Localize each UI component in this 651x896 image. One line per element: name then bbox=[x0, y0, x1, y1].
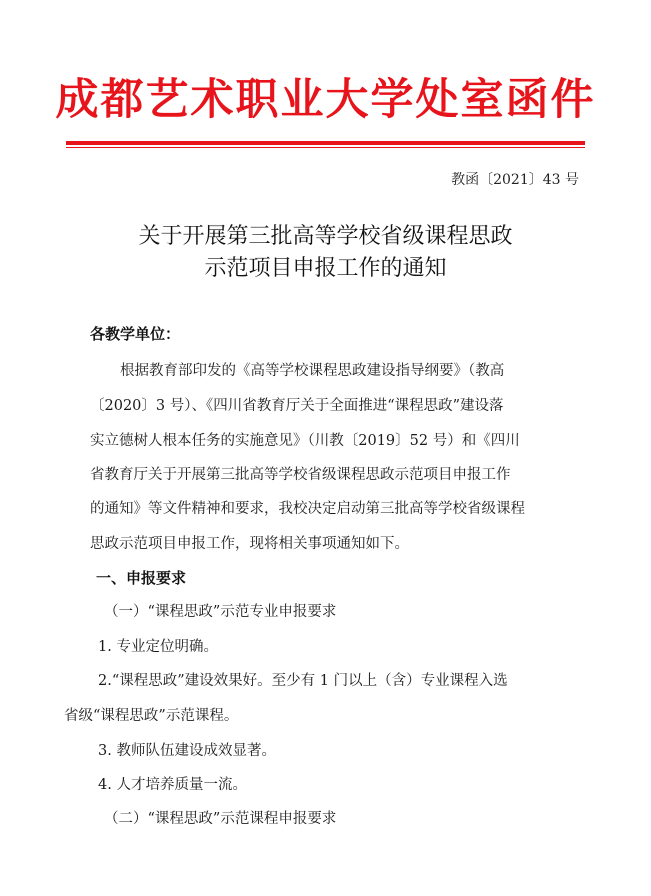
requirement-item-4: 4. 人才培养质量一流。 bbox=[98, 777, 247, 793]
body-line-5: 的通知》等文件精神和要求，我校决定启动第三批高等学校省级课程 bbox=[90, 501, 525, 517]
masthead-title: 成都艺术职业大学处室函件 bbox=[55, 75, 596, 125]
body-line-3: 实立德树人根本任务的实施意见》（川教〔2019〕52 号）和《四川 bbox=[90, 433, 520, 449]
subsection-heading-major: （一）“课程思政”示范专业申报要求 bbox=[104, 604, 337, 620]
requirement-item-3: 3. 教师队伍建设成效显著。 bbox=[98, 743, 276, 759]
body-line-4: 省教育厅关于开展第三批高等学校省级课程思政示范项目申报工作 bbox=[90, 467, 511, 483]
body-line-6: 思政示范项目申报工作，现将相关事项通知如下。 bbox=[90, 536, 409, 552]
notice-title-line-1: 关于开展第三批高等学校省级课程思政 bbox=[138, 224, 513, 249]
body-line-2: 〔2020〕3 号）、《四川省教育厅关于全面推进“课程思政”建设落 bbox=[90, 398, 504, 414]
requirement-item-1: 1. 专业定位明确。 bbox=[98, 639, 218, 655]
notice-title-line-2: 示范项目申报工作的通知 bbox=[204, 256, 447, 281]
document-number: 教函〔2021〕43 号 bbox=[451, 172, 579, 188]
header-rule-thick bbox=[66, 141, 585, 145]
body-line-1: 根据教育部印发的《高等学校课程思政建设指导纲要》（教高 bbox=[120, 363, 505, 379]
salutation: 各教学单位： bbox=[90, 325, 181, 343]
subsection-heading-course: （二）“课程思政”示范课程申报要求 bbox=[104, 811, 337, 827]
requirement-item-2-line-2: 省级“课程思政”示范课程。 bbox=[64, 708, 239, 724]
header-rule-thin bbox=[66, 147, 585, 148]
requirement-item-2-line-1: 2.“课程思政”建设效果好。至少有 1 门以上（含）专业课程入选 bbox=[98, 673, 508, 689]
section-heading-requirements: 一、申报要求 bbox=[96, 569, 187, 587]
